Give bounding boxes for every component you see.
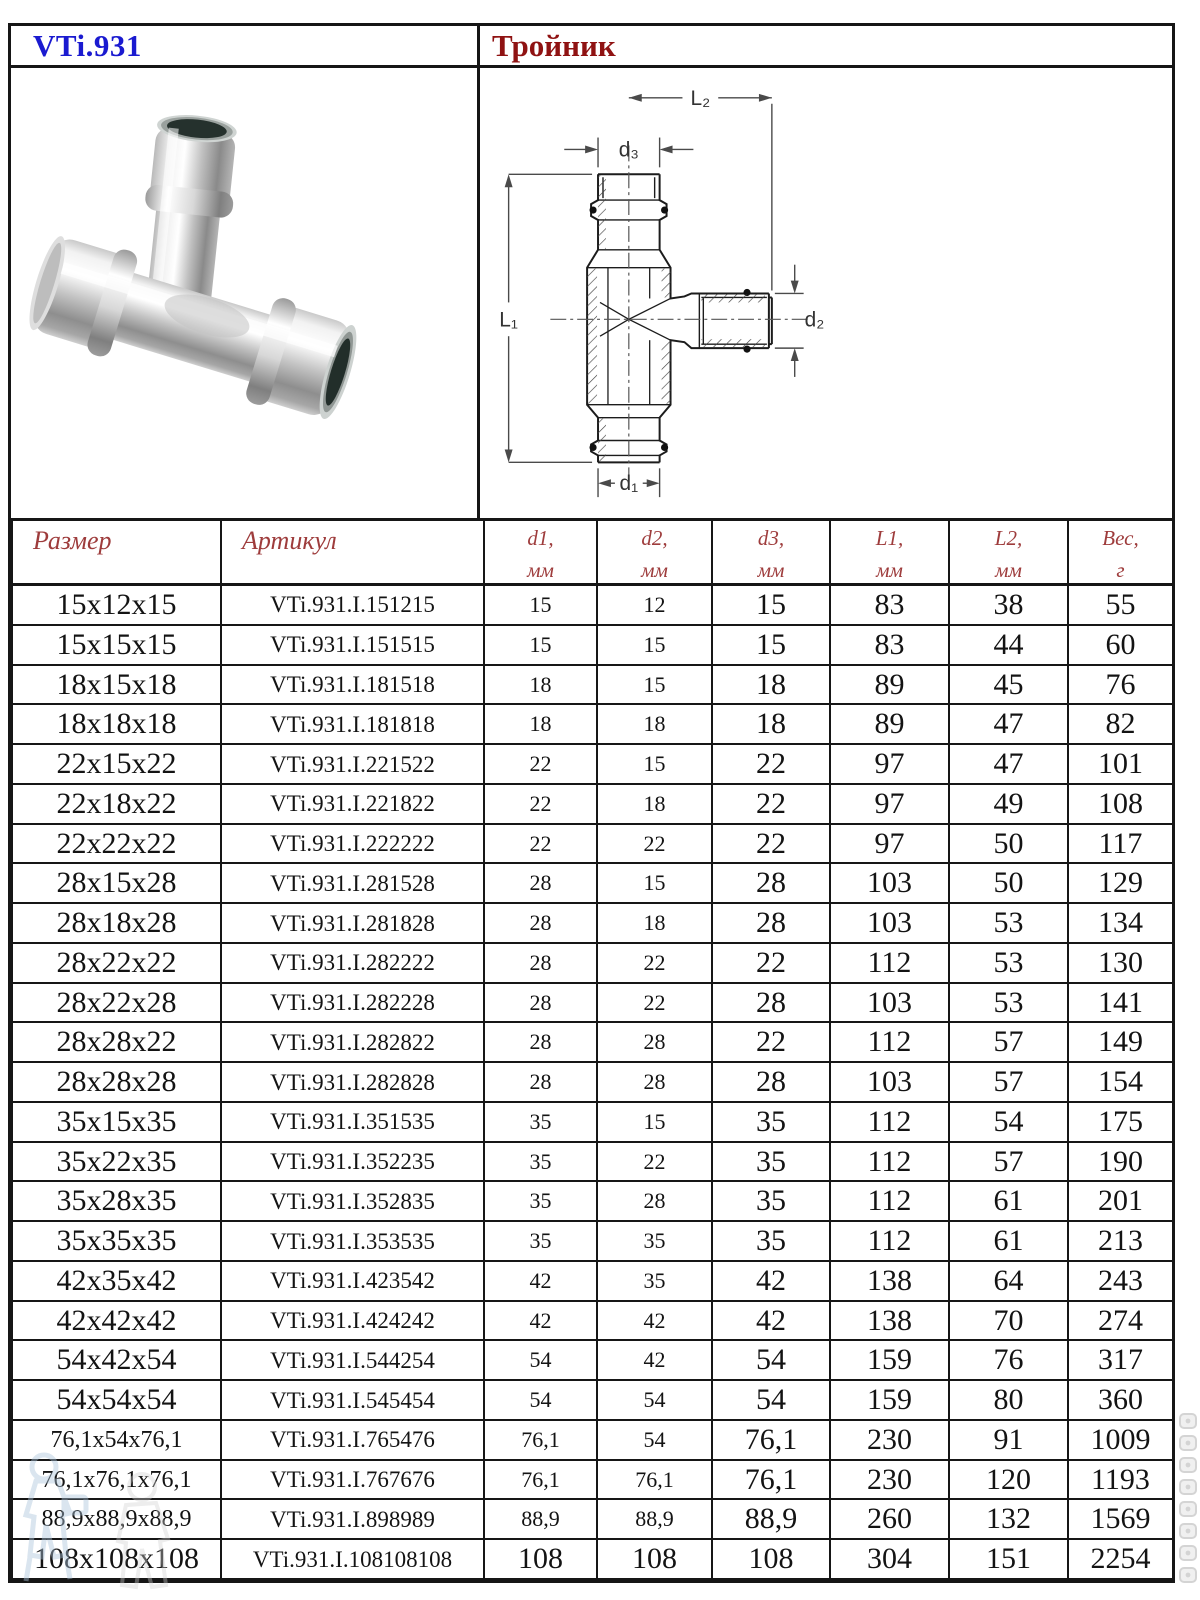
table-cell: 54 bbox=[484, 1340, 597, 1380]
table-row bbox=[12, 824, 1173, 864]
table-cell: 42 bbox=[597, 1301, 712, 1341]
table-cell: 88,9 bbox=[597, 1499, 712, 1539]
table-cell: 76,1 bbox=[484, 1420, 597, 1460]
table-row bbox=[12, 1261, 1173, 1301]
spec-table bbox=[11, 518, 1174, 1580]
table-cell: 15 bbox=[484, 625, 597, 665]
media-row bbox=[11, 68, 1172, 518]
table-row bbox=[12, 585, 1173, 625]
table-cell: 18 bbox=[484, 665, 597, 705]
table-cell: 304 bbox=[830, 1539, 949, 1579]
table-cell: 28 bbox=[712, 903, 830, 943]
table-cell: 35 bbox=[712, 1142, 830, 1182]
table-cell: 103 bbox=[830, 863, 949, 903]
table-cell: 88,9x88,9x88,9 bbox=[12, 1499, 221, 1539]
table-cell: 28x22x22 bbox=[12, 943, 221, 983]
table-cell: 28x28x28 bbox=[12, 1062, 221, 1102]
table-cell: 54x42x54 bbox=[12, 1340, 221, 1380]
table-cell: 76,1 bbox=[712, 1420, 830, 1460]
table-cell: 44 bbox=[949, 625, 1068, 665]
table-cell: VTi.931.I.151215 bbox=[221, 585, 484, 625]
table-cell: 159 bbox=[830, 1340, 949, 1380]
table-cell: 28 bbox=[712, 1062, 830, 1102]
table-cell: 22 bbox=[712, 943, 830, 983]
table-cell: 213 bbox=[1068, 1221, 1173, 1261]
table-cell: 35 bbox=[712, 1181, 830, 1221]
model-code: VTi.931 bbox=[11, 26, 480, 65]
table-cell: VTi.931.I.281828 bbox=[221, 903, 484, 943]
table-cell: 76,1 bbox=[712, 1460, 830, 1500]
table-cell: 83 bbox=[830, 585, 949, 625]
header-cell: L1, мм bbox=[830, 520, 949, 585]
tee-fitting-photo bbox=[11, 68, 477, 515]
table-cell: VTi.931.I.221522 bbox=[221, 744, 484, 784]
table-row bbox=[12, 625, 1173, 665]
table-cell: 89 bbox=[830, 704, 949, 744]
table-row bbox=[12, 1102, 1173, 1142]
product-photo bbox=[11, 68, 480, 518]
table-cell: 22 bbox=[597, 943, 712, 983]
table-cell: 53 bbox=[949, 983, 1068, 1023]
header-row bbox=[12, 520, 1173, 585]
table-cell: 18x18x18 bbox=[12, 704, 221, 744]
table-cell: 22 bbox=[712, 1022, 830, 1062]
table-cell: 132 bbox=[949, 1499, 1068, 1539]
part-outline bbox=[587, 174, 772, 462]
table-cell: 80 bbox=[949, 1380, 1068, 1420]
table-cell: VTi.931.I.282828 bbox=[221, 1062, 484, 1102]
table-row bbox=[12, 1340, 1173, 1380]
table-cell: 120 bbox=[949, 1460, 1068, 1500]
table-cell: 18 bbox=[597, 903, 712, 943]
table-cell: 28 bbox=[597, 1022, 712, 1062]
table-row bbox=[12, 784, 1173, 824]
table-cell: 15 bbox=[712, 625, 830, 665]
table-cell: 129 bbox=[1068, 863, 1173, 903]
table-cell: 15 bbox=[597, 863, 712, 903]
table-cell: 15 bbox=[712, 585, 830, 625]
table-cell: 112 bbox=[830, 1102, 949, 1142]
label-l1: L₁ bbox=[499, 308, 518, 332]
table-cell: 103 bbox=[830, 983, 949, 1023]
table-cell: 42 bbox=[484, 1301, 597, 1341]
table-cell: 64 bbox=[949, 1261, 1068, 1301]
table-cell: 35x22x35 bbox=[12, 1142, 221, 1182]
table-cell: 28 bbox=[484, 1062, 597, 1102]
table-cell: VTi.931.I.352235 bbox=[221, 1142, 484, 1182]
table-cell: 28x22x28 bbox=[12, 983, 221, 1023]
table-cell: 15 bbox=[597, 744, 712, 784]
table-cell: 76,1x54x76,1 bbox=[12, 1420, 221, 1460]
table-cell: 54x54x54 bbox=[12, 1380, 221, 1420]
table-cell: 76 bbox=[949, 1340, 1068, 1380]
table-cell: 22 bbox=[712, 784, 830, 824]
table-body bbox=[12, 585, 1173, 1580]
table-cell: 54 bbox=[712, 1340, 830, 1380]
header-cell: Размер bbox=[12, 520, 221, 585]
table-cell: 54 bbox=[484, 1380, 597, 1420]
table-cell: 108 bbox=[484, 1539, 597, 1579]
table-row bbox=[12, 1380, 1173, 1420]
table-cell: 22x22x22 bbox=[12, 824, 221, 864]
table-cell: 112 bbox=[830, 943, 949, 983]
table-cell: 141 bbox=[1068, 983, 1173, 1023]
table-cell: 28 bbox=[712, 863, 830, 903]
table-cell: VTi.931.I.282228 bbox=[221, 983, 484, 1023]
table-cell: 42 bbox=[712, 1261, 830, 1301]
table-row bbox=[12, 1062, 1173, 1102]
table-cell: 12 bbox=[597, 585, 712, 625]
table-cell: 35 bbox=[712, 1221, 830, 1261]
table-cell: 28x28x22 bbox=[12, 1022, 221, 1062]
table-cell: 53 bbox=[949, 903, 1068, 943]
table-cell: 2254 bbox=[1068, 1539, 1173, 1579]
table-cell: 35 bbox=[484, 1142, 597, 1182]
table-cell: 138 bbox=[830, 1261, 949, 1301]
table-cell: 112 bbox=[830, 1221, 949, 1261]
watermark-mascot bbox=[6, 1445, 216, 1600]
table-cell: 35 bbox=[712, 1102, 830, 1142]
table-cell: 28 bbox=[712, 983, 830, 1023]
table-cell: VTi.931.I.353535 bbox=[221, 1221, 484, 1261]
table-cell: 47 bbox=[949, 704, 1068, 744]
dimension-diagram bbox=[480, 68, 1172, 518]
table-row bbox=[12, 903, 1173, 943]
table-cell: 42 bbox=[597, 1340, 712, 1380]
table-cell: 22 bbox=[597, 824, 712, 864]
table-cell: 18 bbox=[484, 704, 597, 744]
table-cell: VTi.931.I.108108108 bbox=[221, 1539, 484, 1579]
title-row bbox=[11, 26, 1172, 68]
table-cell: 42x35x42 bbox=[12, 1261, 221, 1301]
header-cell: Артикул bbox=[221, 520, 484, 585]
table-cell: 151 bbox=[949, 1539, 1068, 1579]
table-cell: 35 bbox=[597, 1221, 712, 1261]
table-cell: 54 bbox=[597, 1380, 712, 1420]
table-cell: 22 bbox=[597, 983, 712, 1023]
table-cell: 22 bbox=[484, 784, 597, 824]
table-cell: 38 bbox=[949, 585, 1068, 625]
table-cell: 61 bbox=[949, 1221, 1068, 1261]
table-cell: 18 bbox=[597, 784, 712, 824]
table-cell: 35 bbox=[484, 1102, 597, 1142]
table-cell: VTi.931.I.351535 bbox=[221, 1102, 484, 1142]
table-cell: 28 bbox=[484, 1022, 597, 1062]
table-cell: 18 bbox=[597, 704, 712, 744]
table-cell: 230 bbox=[830, 1420, 949, 1460]
table-cell: VTi.931.I.767676 bbox=[221, 1460, 484, 1500]
table-row bbox=[12, 744, 1173, 784]
table-cell: 28x18x28 bbox=[12, 903, 221, 943]
table-row bbox=[12, 704, 1173, 744]
label-d3: d₃ bbox=[618, 138, 639, 162]
table-cell: 243 bbox=[1068, 1261, 1173, 1301]
header-cell: d1, мм bbox=[484, 520, 597, 585]
table-cell: 117 bbox=[1068, 824, 1173, 864]
table-cell: 88,9 bbox=[484, 1499, 597, 1539]
header-cell: Вес, г bbox=[1068, 520, 1173, 585]
table-cell: 54 bbox=[949, 1102, 1068, 1142]
table-row bbox=[12, 863, 1173, 903]
table-cell: 28 bbox=[597, 1181, 712, 1221]
table-cell: 108x108x108 bbox=[12, 1539, 221, 1579]
table-cell: 53 bbox=[949, 943, 1068, 983]
table-cell: 54 bbox=[597, 1420, 712, 1460]
table-cell: 15 bbox=[597, 625, 712, 665]
table-cell: 15 bbox=[484, 585, 597, 625]
table-row bbox=[12, 1221, 1173, 1261]
table-row bbox=[12, 1142, 1173, 1182]
table-cell: VTi.931.I.545454 bbox=[221, 1380, 484, 1420]
table-cell: 28 bbox=[597, 1062, 712, 1102]
table-cell: 50 bbox=[949, 824, 1068, 864]
table-cell: 42x42x42 bbox=[12, 1301, 221, 1341]
page-title: Тройник bbox=[492, 27, 616, 63]
header-cell: L2, мм bbox=[949, 520, 1068, 585]
table-cell: 138 bbox=[830, 1301, 949, 1341]
table-cell: VTi.931.I.222222 bbox=[221, 824, 484, 864]
table-cell: VTi.931.I.151515 bbox=[221, 625, 484, 665]
table-row bbox=[12, 943, 1173, 983]
table-cell: 15 bbox=[597, 665, 712, 705]
table-cell: 22 bbox=[484, 744, 597, 784]
tee-drawing bbox=[480, 68, 1172, 515]
table-cell: 50 bbox=[949, 863, 1068, 903]
table-cell: 230 bbox=[830, 1460, 949, 1500]
table-row bbox=[12, 665, 1173, 705]
table-cell: 35 bbox=[597, 1261, 712, 1301]
table-cell: 35x28x35 bbox=[12, 1181, 221, 1221]
section-hatch bbox=[587, 175, 765, 461]
watermark-strip bbox=[1177, 1412, 1199, 1600]
table-cell: 22x15x22 bbox=[12, 744, 221, 784]
table-row bbox=[12, 983, 1173, 1023]
table-cell: 103 bbox=[830, 1062, 949, 1102]
table-row bbox=[12, 1301, 1173, 1341]
table-cell: VTi.931.I.424242 bbox=[221, 1301, 484, 1341]
table-cell: 76,1 bbox=[484, 1460, 597, 1500]
table-cell: 18 bbox=[712, 704, 830, 744]
table-cell: 112 bbox=[830, 1022, 949, 1062]
table-cell: VTi.931.I.352835 bbox=[221, 1181, 484, 1221]
table-cell: 70 bbox=[949, 1301, 1068, 1341]
table-cell: 42 bbox=[484, 1261, 597, 1301]
table-cell: VTi.931.I.221822 bbox=[221, 784, 484, 824]
table-cell: 76 bbox=[1068, 665, 1173, 705]
table-cell: 15x12x15 bbox=[12, 585, 221, 625]
table-cell: 190 bbox=[1068, 1142, 1173, 1182]
table-cell: 149 bbox=[1068, 1022, 1173, 1062]
table-cell: 15 bbox=[597, 1102, 712, 1142]
table-cell: 108 bbox=[1068, 784, 1173, 824]
table-cell: 60 bbox=[1068, 625, 1173, 665]
label-l2: L₂ bbox=[690, 86, 711, 110]
table-cell: 274 bbox=[1068, 1301, 1173, 1341]
table-cell: 49 bbox=[949, 784, 1068, 824]
table-cell: 175 bbox=[1068, 1102, 1173, 1142]
table-cell: 97 bbox=[830, 824, 949, 864]
table-cell: 1009 bbox=[1068, 1420, 1173, 1460]
table-cell: 35x15x35 bbox=[12, 1102, 221, 1142]
table-cell: 97 bbox=[830, 784, 949, 824]
table-cell: VTi.931.I.181818 bbox=[221, 704, 484, 744]
table-cell: 57 bbox=[949, 1062, 1068, 1102]
table-cell: 360 bbox=[1068, 1380, 1173, 1420]
table-row bbox=[12, 1022, 1173, 1062]
table-cell: 89 bbox=[830, 665, 949, 705]
table-cell: 260 bbox=[830, 1499, 949, 1539]
table-cell: 15x15x15 bbox=[12, 625, 221, 665]
table-cell: 61 bbox=[949, 1181, 1068, 1221]
table-cell: VTi.931.I.898989 bbox=[221, 1499, 484, 1539]
table-cell: VTi.931.I.282222 bbox=[221, 943, 484, 983]
table-cell: 101 bbox=[1068, 744, 1173, 784]
table-cell: 54 bbox=[712, 1380, 830, 1420]
table-cell: 159 bbox=[830, 1380, 949, 1420]
table-cell: 1569 bbox=[1068, 1499, 1173, 1539]
table-cell: 18 bbox=[712, 665, 830, 705]
table-head bbox=[12, 520, 1173, 585]
table-cell: 103 bbox=[830, 903, 949, 943]
header-cell: d2, мм bbox=[597, 520, 712, 585]
table-cell: 112 bbox=[830, 1181, 949, 1221]
table-cell: 47 bbox=[949, 744, 1068, 784]
table-cell: 82 bbox=[1068, 704, 1173, 744]
table-cell: 28 bbox=[484, 943, 597, 983]
table-cell: 22x18x22 bbox=[12, 784, 221, 824]
table-cell: 28x15x28 bbox=[12, 863, 221, 903]
label-d1: d₁ bbox=[619, 472, 639, 496]
table-cell: 130 bbox=[1068, 943, 1173, 983]
table-cell: VTi.931.I.765476 bbox=[221, 1420, 484, 1460]
table-cell: 108 bbox=[597, 1539, 712, 1579]
table-cell: 317 bbox=[1068, 1340, 1173, 1380]
table-cell: 108 bbox=[712, 1539, 830, 1579]
table-row bbox=[12, 1181, 1173, 1221]
table-cell: 45 bbox=[949, 665, 1068, 705]
table-cell: VTi.931.I.544254 bbox=[221, 1340, 484, 1380]
table-cell: 28 bbox=[484, 863, 597, 903]
table-cell: 35 bbox=[484, 1181, 597, 1221]
dimension-arrows bbox=[505, 94, 799, 487]
table-cell: 28 bbox=[484, 903, 597, 943]
table-cell: 97 bbox=[830, 744, 949, 784]
table-cell: 112 bbox=[830, 1142, 949, 1182]
table-cell: 28 bbox=[484, 983, 597, 1023]
table-cell: VTi.931.I.281528 bbox=[221, 863, 484, 903]
table-cell: 76,1x76,1x76,1 bbox=[12, 1460, 221, 1500]
table-cell: 91 bbox=[949, 1420, 1068, 1460]
table-cell: 154 bbox=[1068, 1062, 1173, 1102]
table-cell: 22 bbox=[597, 1142, 712, 1182]
table-cell: 57 bbox=[949, 1142, 1068, 1182]
table-cell: 1193 bbox=[1068, 1460, 1173, 1500]
table-cell: 57 bbox=[949, 1022, 1068, 1062]
page-frame bbox=[8, 23, 1175, 1583]
table-cell: 134 bbox=[1068, 903, 1173, 943]
table-cell: 201 bbox=[1068, 1181, 1173, 1221]
table-cell: 76,1 bbox=[597, 1460, 712, 1500]
table-cell: 35 bbox=[484, 1221, 597, 1261]
table-cell: 35x35x35 bbox=[12, 1221, 221, 1261]
table-cell: 83 bbox=[830, 625, 949, 665]
table-cell: VTi.931.I.282822 bbox=[221, 1022, 484, 1062]
table-cell: 22 bbox=[484, 824, 597, 864]
header-cell: d3, мм bbox=[712, 520, 830, 585]
table-cell: VTi.931.I.423542 bbox=[221, 1261, 484, 1301]
label-d2: d₂ bbox=[804, 308, 825, 332]
table-cell: 18x15x18 bbox=[12, 665, 221, 705]
table-cell: 22 bbox=[712, 744, 830, 784]
table-cell: 55 bbox=[1068, 585, 1173, 625]
table-cell: 42 bbox=[712, 1301, 830, 1341]
table-cell: 22 bbox=[712, 824, 830, 864]
table-cell: 88,9 bbox=[712, 1499, 830, 1539]
table-cell: VTi.931.I.181518 bbox=[221, 665, 484, 705]
